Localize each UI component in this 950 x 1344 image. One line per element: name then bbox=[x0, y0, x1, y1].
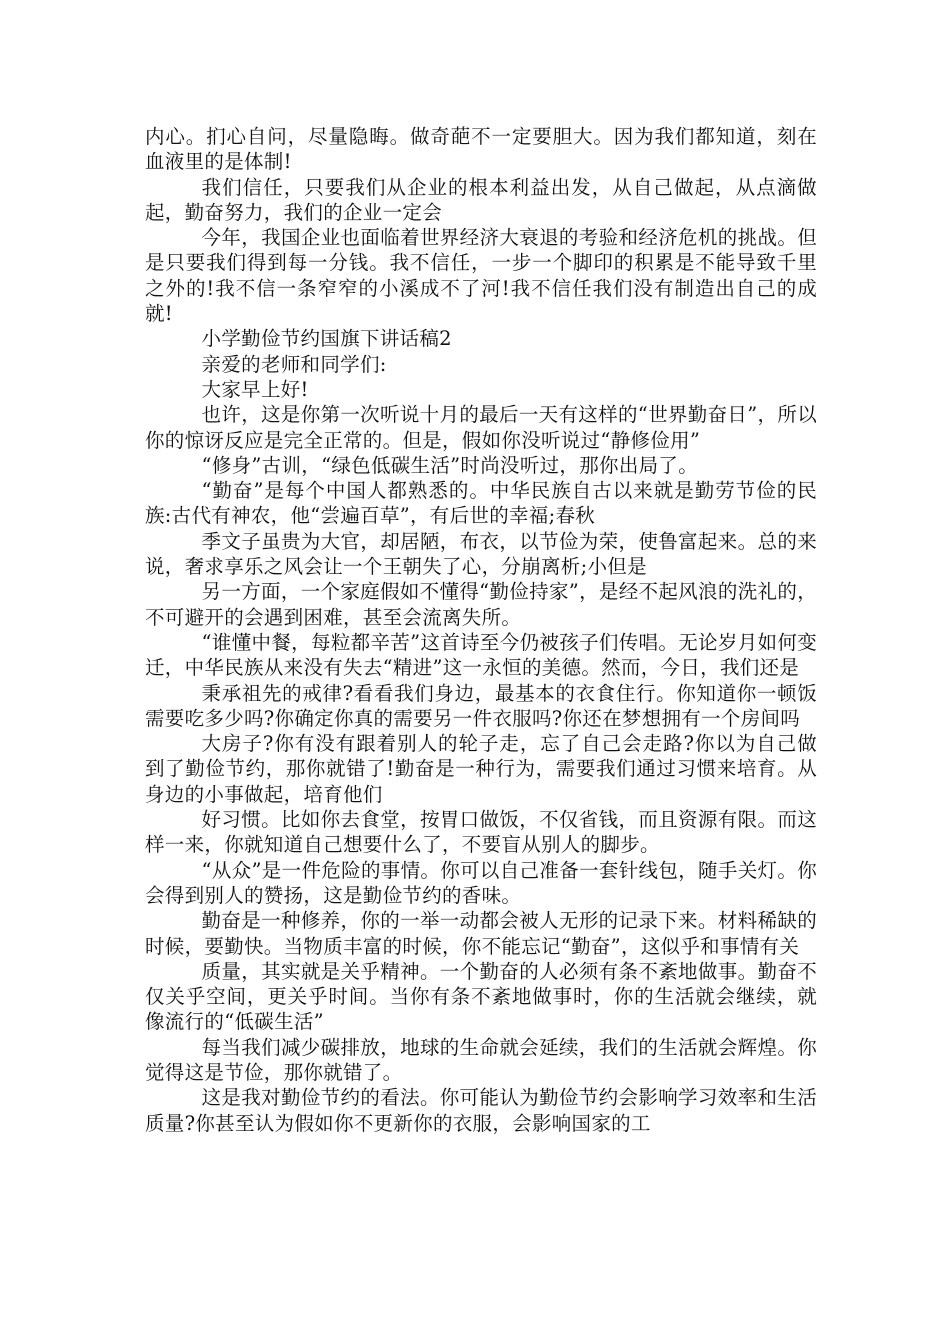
paragraph: “从众”是一件危险的事情。你可以自己准备一套针线包，随手关灯。你会得到别人的赞扬，这是勤俭节约的香味。 bbox=[145, 858, 817, 907]
paragraph: 好习惯。比如你去食堂，按胃口做饭，不仅省钱，而且资源有限。而这样一来，你就知道自己想要什么了，不要盲从别人的脚步。 bbox=[145, 808, 817, 857]
paragraph: 大房子?你有没有跟着别人的轮子走，忘了自己会走路?你以为自己做到了勤俭节约，那你就错了!勤奋是一种行为，需要我们通过习惯来培育。从身边的小事做起，培育他们 bbox=[145, 732, 817, 806]
paragraph: 勤奋是一种修养，你的一举一动都会被人无形的记录下来。材料稀缺的时候，要勤快。当物质丰富的时候，你不能忘记“勤奋”，这似乎和事情有关 bbox=[145, 909, 817, 958]
paragraph: “勤奋”是每个中国人都熟悉的。中华民族自古以来就是勤劳节俭的民族:古代有神农，他“尝遍百草”，有后世的幸福;春秋 bbox=[145, 479, 817, 528]
paragraph: 内心。扪心自问，尽量隐晦。做奇葩不一定要胆大。因为我们都知道，刻在血液里的是体制! bbox=[145, 125, 817, 174]
paragraph: 这是我对勤俭节约的看法。你可能认为勤俭节约会影响学习效率和生活质量?你甚至认为假如你不更新你的衣服，会影响国家的工 bbox=[145, 1086, 817, 1135]
paragraph: 秉承祖先的戒律?看看我们身边，最基本的衣食住行。你知道你一顿饭需要吃多少吗?你确定你真的需要另一件衣服吗?你还在梦想拥有一个房间吗 bbox=[145, 681, 817, 730]
paragraph: 质量，其实就是关乎精神。一个勤奋的人必须有条不紊地做事。勤奋不仅关乎空间，更关乎时间。当你有条不紊地做事时，你的生活就会继续，就像流行的“低碳生活” bbox=[145, 959, 817, 1034]
paragraph: 每当我们减少碳排放，地球的生命就会延续，我们的生活就会辉煌。你觉得这是节俭，那你就错了。 bbox=[145, 1035, 817, 1084]
paragraph: 我们信任，只要我们从企业的根本利益出发，从自己做起，从点滴做起，勤奋努力，我们的企业一定会 bbox=[145, 175, 817, 224]
paragraph: 大家早上好! bbox=[201, 377, 309, 401]
paragraph: 今年，我国企业也面临着世界经济大衰退的考验和经济危机的挑战。但是只要我们得到每一分钱。我不信任，一步一个脚印的积累是不能导致千里之外的!我不信一条窄窄的小溪成不了河!我不信任我们没有制造出自己的成就! bbox=[145, 226, 817, 326]
paragraph: “修身”古训，“绿色低碳生活”时尚没听过，那你出局了。 bbox=[201, 453, 699, 477]
paragraph: 亲爱的老师和同学们: bbox=[201, 352, 387, 376]
paragraph: 也许，这是你第一次听说十月的最后一天有这样的“世界勤奋日”，所以你的惊讶反应是完全正常的。但是，假如你没听说过“静修俭用” bbox=[145, 403, 817, 452]
paragraph: “谁懂中餐，每粒都辛苦”这首诗至今仍被孩子们传唱。无论岁月如何变迁，中华民族从来没有失去“精进”这一永恒的美德。然而，今日，我们还是 bbox=[145, 630, 817, 680]
paragraph: 季文子虽贵为大官，却居陋，布衣，以节俭为荣，使鲁富起来。总的来说，奢求享乐之风会让一个王朝失了心，分崩离析;小但是 bbox=[145, 529, 817, 579]
paragraph: 小学勤俭节约国旗下讲话稿2 bbox=[201, 327, 452, 351]
document-body bbox=[145, 124, 817, 1136]
paragraph: 另一方面，一个家庭假如不懂得“勤俭持家”，是经不起风浪的洗礼的，不可避开的会遇到困难，甚至会流离失所。 bbox=[145, 580, 817, 629]
